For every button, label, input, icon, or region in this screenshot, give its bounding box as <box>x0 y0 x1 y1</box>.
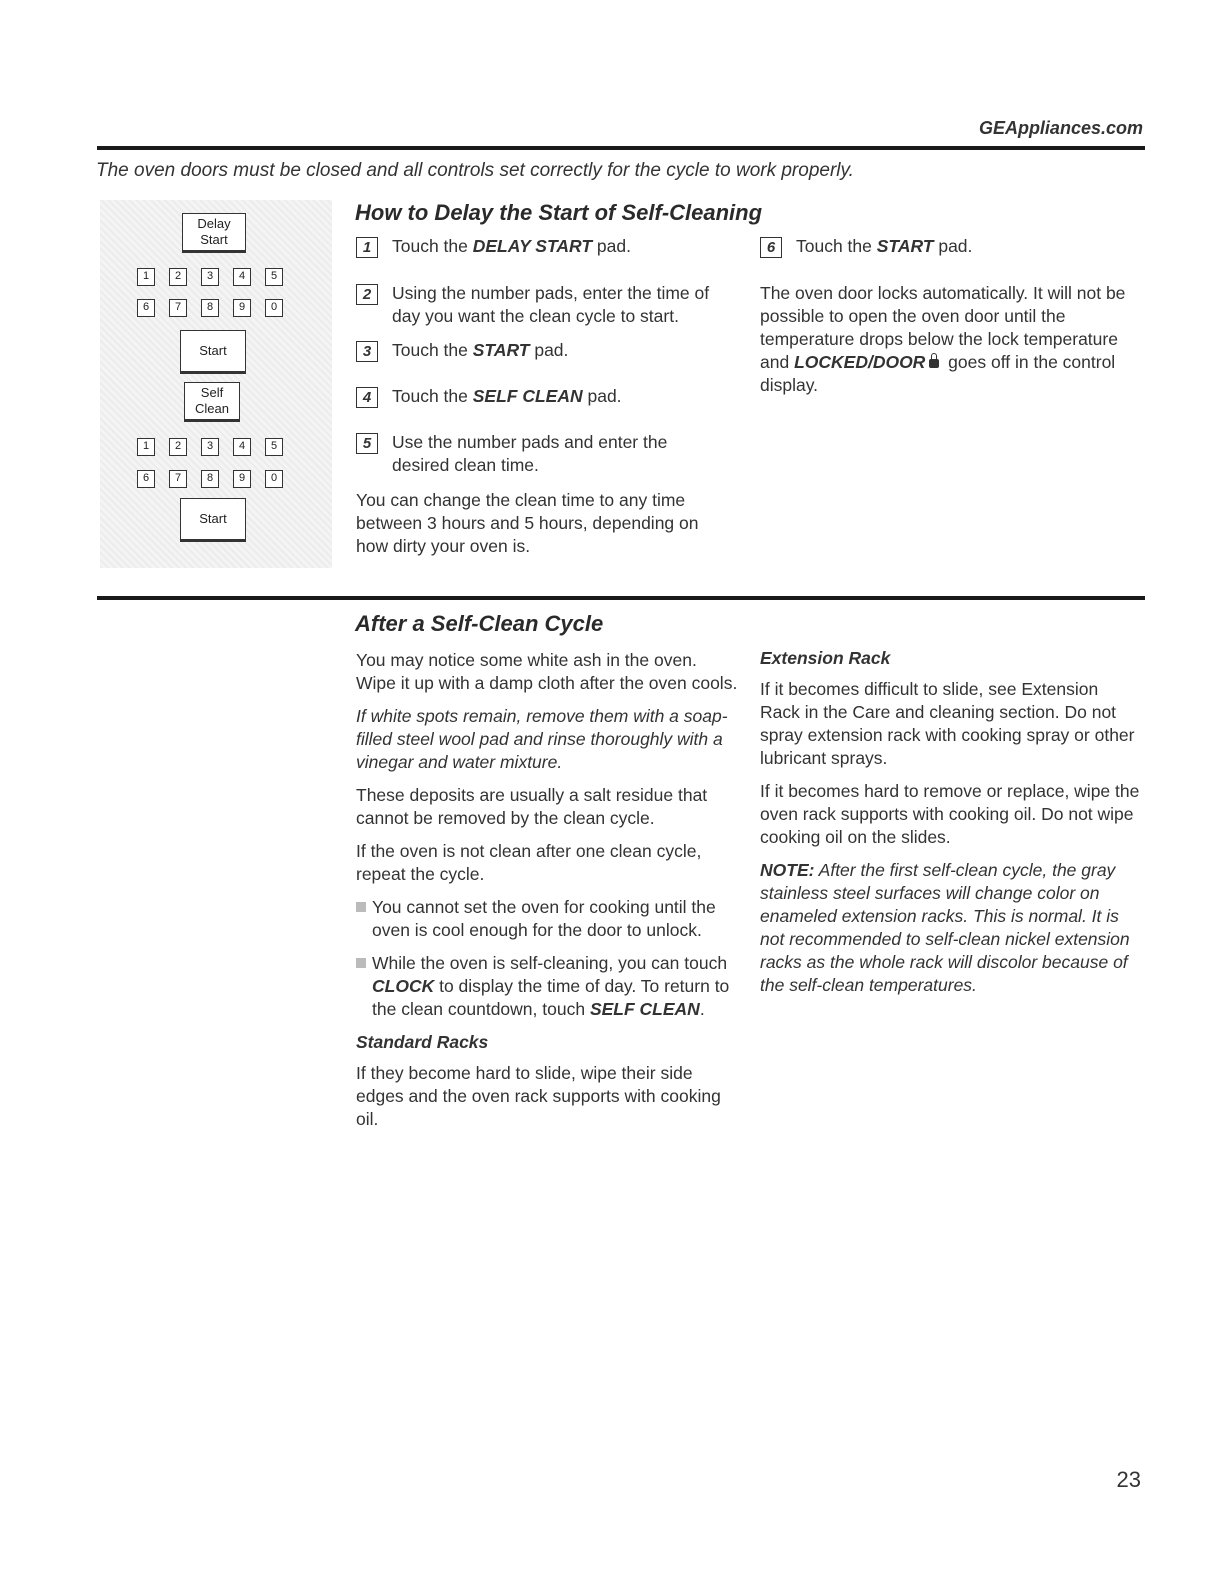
step-1 <box>356 235 731 258</box>
step-5 <box>356 431 686 477</box>
self-label: Self <box>200 385 224 400</box>
start-label: Start <box>199 343 227 358</box>
number-pad: 0 <box>265 470 283 488</box>
number-pad: 5 <box>265 268 283 286</box>
step-text: pad. <box>933 236 973 256</box>
site-url: GEAppliances.com <box>978 118 1143 138</box>
control-panel-illustration <box>100 200 332 568</box>
clean-label: Clean <box>195 401 229 416</box>
after-left-column <box>356 649 741 1141</box>
bullet-square-icon <box>356 958 366 968</box>
bullet-text <box>372 952 741 1021</box>
self-clean-pad <box>184 382 240 422</box>
bullet-text-part: While the oven is self-cleaning, you can touch <box>372 953 728 973</box>
step-number: 2 <box>356 284 378 305</box>
number-pad: 8 <box>201 299 219 317</box>
step-4 <box>356 385 731 408</box>
delay-label: Delay <box>197 216 231 231</box>
bullet-text-part: . <box>699 999 705 1019</box>
number-pad: 1 <box>137 268 155 286</box>
number-pad: 0 <box>265 299 283 317</box>
bullet-item <box>356 896 741 942</box>
standard-racks-text: If they become hard to slide, wipe their side edges and the oven rack supports with cooking oil. <box>356 1063 721 1129</box>
lock-text: goes off in the control display. <box>760 352 1116 395</box>
intro-text: The oven doors must be closed and all controls set correctly for the cycle to work properly. <box>96 160 854 181</box>
note-label: NOTE: <box>760 860 815 880</box>
number-pad: 3 <box>201 268 219 286</box>
locked-door-label: LOCKED/DOOR <box>794 352 926 372</box>
deposits-paragraph: These deposits are usually a salt residue that cannot be removed by the clean cycle. <box>356 785 708 828</box>
step-bold-text: START <box>876 236 934 256</box>
number-pad: 2 <box>169 438 187 456</box>
step-text: pad. <box>582 386 622 406</box>
repeat-paragraph: If the oven is not clean after one clean cycle, repeat the cycle. <box>356 841 702 884</box>
page-number: 23 <box>1116 1467 1141 1492</box>
number-pad: 7 <box>169 470 187 488</box>
delay-start-pad <box>182 213 246 253</box>
lock-icon <box>929 359 939 368</box>
number-pad: 6 <box>137 299 155 317</box>
step-text: Touch the <box>392 386 473 406</box>
after-section-title: After a Self-Clean Cycle <box>355 611 604 636</box>
change-time-text: You can change the clean time to any time between 3 hours and 5 hours, depending on how dirty your oven is. <box>356 490 699 556</box>
start-pad <box>180 498 246 542</box>
step-bold-text: START <box>472 340 530 360</box>
bullet-text: You cannot set the oven for cooking until the oven is cool enough for the door to unlock. <box>372 897 716 940</box>
step-number: 4 <box>356 387 378 408</box>
step-bold-text: SELF CLEAN <box>472 386 583 406</box>
number-pad: 5 <box>265 438 283 456</box>
step-text: Touch the <box>796 236 877 256</box>
lock-text: The oven door locks automatically. It will not be possible to open the oven door until the temperature drops below the lock temperature and <box>760 283 1126 372</box>
number-pad: 4 <box>233 438 251 456</box>
step-text: pad. <box>592 236 631 256</box>
step-text: pad. <box>529 340 569 360</box>
number-pad: 4 <box>233 268 251 286</box>
note-paragraph <box>760 859 1140 997</box>
standard-racks-heading: Standard Racks <box>356 1032 489 1052</box>
step-bold-text: DELAY START <box>472 236 593 256</box>
step-text: Touch the <box>392 236 473 256</box>
step-text: Using the number pads, enter the time of day you want the clean cycle to start. <box>392 283 710 326</box>
extension-paragraph-1: If it becomes difficult to slide, see Extension Rack in the Care and cleaning section. Do not spray extension rack with cooking spray or other lubricant sprays. <box>760 679 1135 768</box>
extension-paragraph-2: If it becomes hard to remove or replace, wipe the oven rack supports with cooking oil. Do not wipe cooking oil on the slides. <box>760 781 1140 847</box>
section-rule <box>97 596 1145 600</box>
step-text: Touch the <box>392 340 473 360</box>
step-number: 5 <box>356 433 378 454</box>
bullet-item <box>356 952 741 1021</box>
step-number: 6 <box>760 237 782 258</box>
top-rule <box>97 146 1145 150</box>
step-3 <box>356 339 731 362</box>
after-right-column <box>760 647 1140 1007</box>
start-label: Start <box>199 511 227 526</box>
step-text: Use the number pads and enter the desired clean time. <box>392 432 668 475</box>
note-text: After the first self-clean cycle, the gray stainless steel surfaces will change color on enameled extension racks. This is normal. It is not recommended to self-clean nickel extension racks as the whole rack will discolor because of the self-clean temperatures. <box>760 860 1130 995</box>
number-pad: 2 <box>169 268 187 286</box>
delay-section-title: How to Delay the Start of Self-Cleaning <box>355 200 763 225</box>
extension-rack-heading: Extension Rack <box>760 648 891 668</box>
number-pad: 8 <box>201 470 219 488</box>
start-label: Start <box>200 232 228 247</box>
number-pad: 6 <box>137 470 155 488</box>
clock-label: CLOCK <box>372 976 435 996</box>
step-number: 1 <box>356 237 378 258</box>
step-6 <box>760 235 1140 258</box>
door-lock-text <box>760 282 1140 397</box>
self-clean-label: SELF CLEAN <box>589 999 700 1019</box>
bullet-text-part: to display the time of day. To return to the clean countdown, touch <box>372 976 730 1019</box>
number-pad: 3 <box>201 438 219 456</box>
white-spots-paragraph: If white spots remain, remove them with a soap-filled steel wool pad and rinse thoroughly with a vinegar and water mixture. <box>356 706 728 772</box>
number-pad: 9 <box>233 470 251 488</box>
step-number: 3 <box>356 341 378 362</box>
number-pad: 9 <box>233 299 251 317</box>
number-pad: 7 <box>169 299 187 317</box>
ash-paragraph: You may notice some white ash in the oven. Wipe it up with a damp cloth after the oven cools. <box>356 650 738 693</box>
step-2 <box>356 282 731 328</box>
number-pad: 1 <box>137 438 155 456</box>
bullet-square-icon <box>356 902 366 912</box>
start-pad <box>180 330 246 374</box>
